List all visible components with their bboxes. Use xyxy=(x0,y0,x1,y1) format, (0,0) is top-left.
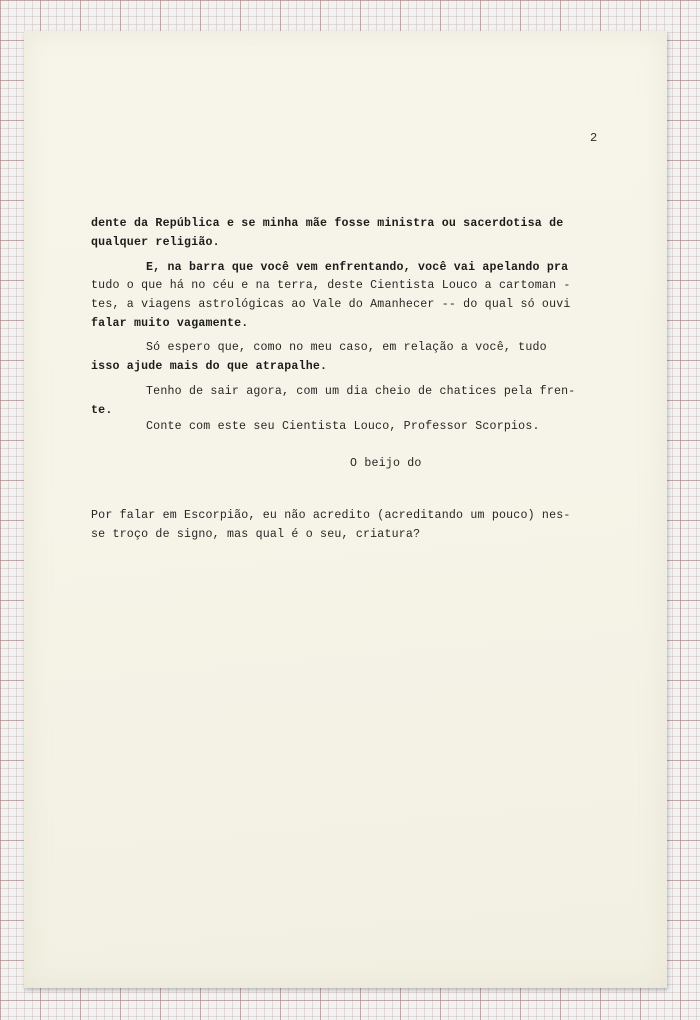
body-line: te. xyxy=(91,404,113,417)
body-line: qualquer religião. xyxy=(91,236,220,249)
closing-line: O beijo do xyxy=(350,457,422,470)
body-line: tudo o que há no céu e na terra, deste Cientista Louco a cartoman - xyxy=(91,279,571,292)
postscript-line: Por falar em Escorpião, eu não acredito (acreditando um pouco) nes- xyxy=(91,509,571,522)
body-line: falar muito vagamente. xyxy=(91,317,249,330)
postscript-line: se troço de signo, mas qual é o seu, criatura? xyxy=(91,528,421,541)
body-line: dente da República e se minha mãe fosse ministra ou sacerdotisa de xyxy=(91,217,564,230)
page-number: 2 xyxy=(590,131,598,145)
body-line: tes, a viagens astrológicas ao Vale do Amanhecer -- do qual só ouvi xyxy=(91,298,571,311)
body-line: E, na barra que você vem enfrentando, você vai apelando pra xyxy=(146,261,569,274)
body-line: Só espero que, como no meu caso, em relação a você, tudo xyxy=(146,341,547,354)
body-line: Conte com este seu Cientista Louco, Professor Scorpios. xyxy=(146,420,540,433)
body-line: Tenho de sair agora, com um dia cheio de chatices pela fren- xyxy=(146,385,576,398)
body-line: isso ajude mais do que atrapalhe. xyxy=(91,360,328,373)
